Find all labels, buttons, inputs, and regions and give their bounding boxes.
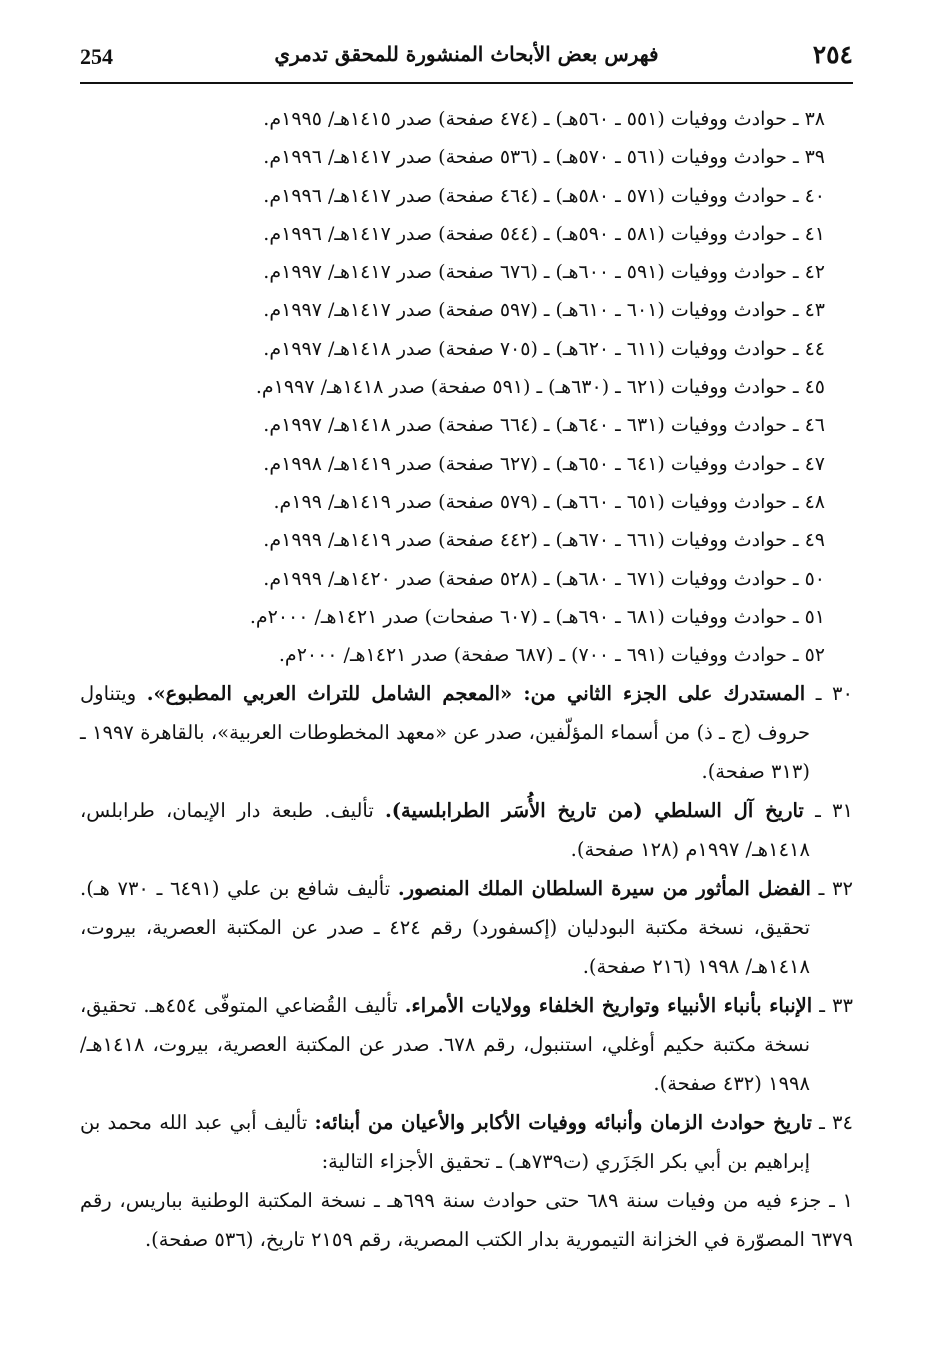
entry-text: تأليف. طبعة دار الإيمان، طرابلس، ١٤١٨هـ/ ١٩٩٧م (١٢٨ صفحة). [80,799,810,862]
entry-number: ٣٢ ـ [818,877,853,901]
entry-title: تاريخ آل السلطي (من تاريخ الأُسَر الطرابلسية). [385,799,804,823]
list-item: ٤٥ ـ حوادث ووفيات (٦٢١ ـ (٦٣٠هـ) ـ (٥٩١ صفحة) صدر ١٤١٨هـ/ ١٩٩٧م. [255,376,825,399]
bibliography-entry [80,674,853,791]
list-item: ٤٠ ـ حوادث ووفيات (٥٧١ ـ ٥٨٠هـ) ـ (٤٦٤ صفحة) صدر ١٤١٧هـ/ ١٩٩٦م. [263,184,825,207]
bibliography-entry [80,986,853,1103]
entry-title: الفضل المأثور من سيرة السلطان الملك المنصور. [397,877,811,901]
bibliography-entry [80,1103,853,1181]
page-header [80,38,853,84]
list-item: ٣٨ ـ حوادث ووفيات (٥٥١ ـ ٥٦٠هـ) ـ (٤٧٤ صفحة) صدر ١٤١٥هـ/ ١٩٩٥م. [263,108,825,130]
page-body [80,100,853,1259]
page-number-arabic: ٢٥٤ [812,40,853,69]
list-item: ٥٢ ـ حوادث ووفيات (٦٩١ ـ ٧٠٠) ـ (٦٨٧ صفحة) صدر ١٤٢١هـ/ ٢٠٠٠م. [278,644,825,667]
entry-text: تأليف شافع بن علي (٦٤٩١ ـ ٧٣٠ هـ). تحقيق، نسخة مكتبة البودليان (إكسفورد) رقم ٤٢٤ ـ صدر عن المكتبة العصرية، بيروت، ١٤١٨هـ/ ١٩٩٨ (٢١٦ صفحة). [80,877,811,979]
running-title: فهرس بعض الأبحاث المنشورة للمحقق تدمري [274,42,659,66]
list-item: ٤٤ ـ حوادث ووفيات (٦١١ ـ ٦٢٠هـ) ـ (٧٠٥ صفحة) صدر ١٤١٨هـ/ ١٩٩٧م. [263,337,825,360]
entry-number: ٣٣ ـ [819,994,853,1018]
entry-number: ٣٠ ـ [815,682,853,706]
entry-text: تأليف القُضاعي المتوفّى ٤٥٤هـ. تحقيق، نسخة مكتبة حكيم أوغلي، استنبول، رقم ٦٧٨. صدر عن المكتبة العصرية، بيروت، ١٤١٨هـ/ ١٩٩٨ (٤٣٢ صفحة). [80,994,810,1096]
page-number-latin: 254 [80,44,113,69]
list-item: ٥١ ـ حوادث ووفيات (٦٨١ ـ ٦٩٠هـ) ـ (٦٠٧ صفحات) صدر ١٤٢١هـ/ ٢٠٠٠م. [249,605,825,628]
entry-title: الإنباء بأنباء الأنبياء وتواريخ الخلفاء وولايات الأمراء. [404,994,813,1018]
entry-title: تاريخ حوادث الزمان وأنبائه ووفيات الأكابر والأعيان من أبنائه: [314,1111,812,1135]
entry-title: المستدرك على الجزء الثاني من: «المعجم الشامل للتراث العربي المطبوع». [146,682,806,706]
list-item: ٤٢ ـ حوادث ووفيات (٥٩١ ـ ٦٠٠هـ) ـ (٦٧٦ صفحة) صدر ١٤١٧هـ/ ١٩٩٧م. [263,261,825,284]
list-item: ٤٩ ـ حوادث ووفيات (٦٦١ ـ ٦٧٠هـ) ـ (٤٤٢ صفحة) صدر ١٤١٩هـ/ ١٩٩٩م. [263,529,825,552]
list-item: ٤٨ ـ حوادث ووفيات (٦٥١ ـ ٦٦٠هـ) ـ (٥٧٩ صفحة) صدر ١٤١٩هـ/ ١٩٩م. [273,490,825,513]
entry-text: ويتناول حروف (ج ـ ذ) من أسماء المؤلّفين، صدر عن «معهد المخطوطات العربية»، بالقاهرة ١٩٩٧ ـ (٣١٣ صفحة). [80,682,810,784]
volume-list [80,100,825,674]
sub-paragraph: ١ ـ جزء فيه من وفيات سنة ٦٨٩ حتى حوادث سنة ٦٩٩هـ ـ نسخة المكتبة الوطنية بباريس، رقم ٦٣٧٩ المصوّرة في الخزانة التيمورية بدار الكتب المصرية، رقم ٢١٥٩ تاريخ، (٥٣٦ صفحة). [80,1189,853,1252]
list-item: ٣٩ ـ حوادث ووفيات (٥٦١ ـ ٥٧٠هـ) ـ (٥٣٦ صفحة) صدر ١٤١٧هـ/ ١٩٩٦م. [263,146,825,169]
entry-text: تأليف أبي عبد الله محمد بن إبراهيم بن أبي بكر الجَزَري (ت٧٣٩هـ) ـ تحقيق الأجزاء التالية: [80,1111,810,1174]
list-item: ٤٦ ـ حوادث ووفيات (٦٣١ ـ ٦٤٠هـ) ـ (٦٦٤ صفحة) صدر ١٤١٨هـ/ ١٩٩٧م. [263,414,825,437]
bibliography-entry [80,869,853,986]
list-item: ٥٠ ـ حوادث ووفيات (٦٧١ ـ ٦٨٠هـ) ـ (٥٢٨ صفحة) صدر ١٤٢٠هـ/ ١٩٩٩م. [263,567,825,590]
list-item: ٤٧ ـ حوادث ووفيات (٦٤١ ـ ٦٥٠هـ) ـ (٦٢٧ صفحة) صدر ١٤١٩هـ/ ١٩٩٨م. [263,452,825,475]
bibliography-entry [80,791,853,869]
list-item: ٤٣ ـ حوادث ووفيات (٦٠١ ـ ٦١٠هـ) ـ (٥٩٧ صفحة) صدر ١٤١٧هـ/ ١٩٩٧م. [263,299,825,322]
entry-number: ٣١ ـ [815,799,853,823]
entry-number: ٣٤ ـ [819,1111,853,1135]
list-item: ٤١ ـ حوادث ووفيات (٥٨١ ـ ٥٩٠هـ) ـ (٥٤٤ صفحة) صدر ١٤١٧هـ/ ١٩٩٦م. [263,222,825,245]
